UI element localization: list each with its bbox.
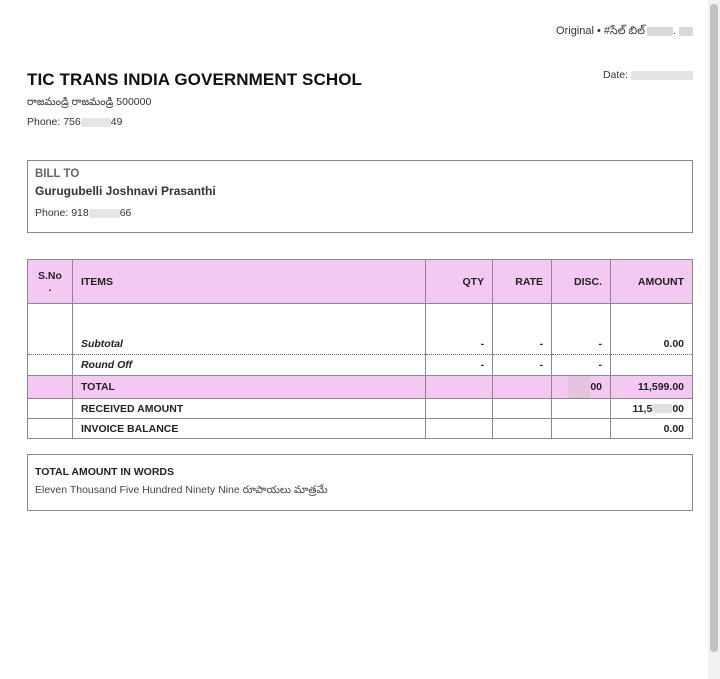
received-amount: 11,5 00 <box>611 399 693 419</box>
invoice-date: Date: <box>603 69 693 81</box>
received-row <box>28 399 693 419</box>
redacted-invoice-number <box>647 27 673 36</box>
header-qty: QTY <box>426 260 493 304</box>
customer-phone: Phone: 918 66 <box>35 207 132 219</box>
subtotal-qty: - <box>426 334 493 355</box>
customer-name: Gurugubelli Joshnavi Prasanthi <box>35 184 216 198</box>
school-phone: Phone: 756 49 <box>27 116 123 128</box>
header-items: ITEMS <box>72 260 425 304</box>
empty-row <box>28 304 693 335</box>
received-label: RECEIVED AMOUNT <box>72 399 425 419</box>
redacted-amount <box>652 404 672 413</box>
amount-in-words-text: Eleven Thousand Five Hundred Ninety Nine రూపాయలు మాత్రమే <box>35 484 328 496</box>
balance-row <box>28 419 693 439</box>
round-off-row <box>28 355 693 376</box>
redacted-phone <box>81 118 111 127</box>
bill-to-label: BILL TO <box>35 168 80 180</box>
header-sno: S.No . <box>28 260 73 304</box>
total-label: TOTAL <box>72 376 425 399</box>
subtotal-amount: 0.00 <box>611 334 693 355</box>
subtotal-row <box>28 334 693 355</box>
total-disc: 00 <box>552 376 611 399</box>
round-off-rate: - <box>493 355 552 376</box>
redacted-date <box>631 71 693 80</box>
balance-label: INVOICE BALANCE <box>72 419 425 439</box>
header-rate: RATE <box>493 260 552 304</box>
vertical-scrollbar[interactable] <box>708 0 720 679</box>
subtotal-label: Subtotal <box>72 334 425 355</box>
header-disc: DISC. <box>552 260 611 304</box>
total-row <box>28 376 693 399</box>
table-header-row <box>28 260 693 304</box>
balance-amount: 0.00 <box>611 419 693 439</box>
school-name: TIC TRANS INDIA GOVERNMENT SCHOL <box>27 70 363 89</box>
school-address: రాజమండ్రి రాజమండ్రి 500000 <box>27 96 152 108</box>
total-amount: 11,599.00 <box>611 376 693 399</box>
scrollbar-thumb[interactable] <box>710 4 718 652</box>
subtotal-disc: - <box>552 334 611 355</box>
round-off-qty: - <box>426 355 493 376</box>
redacted-discount <box>568 376 590 398</box>
round-off-disc: - <box>552 355 611 376</box>
header-amount: AMOUNT <box>611 260 693 304</box>
round-off-label: Round Off <box>72 355 425 376</box>
items-table <box>27 259 693 439</box>
redacted-phone <box>89 209 120 218</box>
subtotal-rate: - <box>493 334 552 355</box>
amount-in-words-title: TOTAL AMOUNT IN WORDS <box>35 466 175 478</box>
round-off-amount <box>611 355 693 376</box>
bill-to-box <box>27 160 693 233</box>
invoice-copy-label: Original • #సేల్ బిల్ . <box>556 25 693 40</box>
amount-in-words-box <box>27 454 693 511</box>
